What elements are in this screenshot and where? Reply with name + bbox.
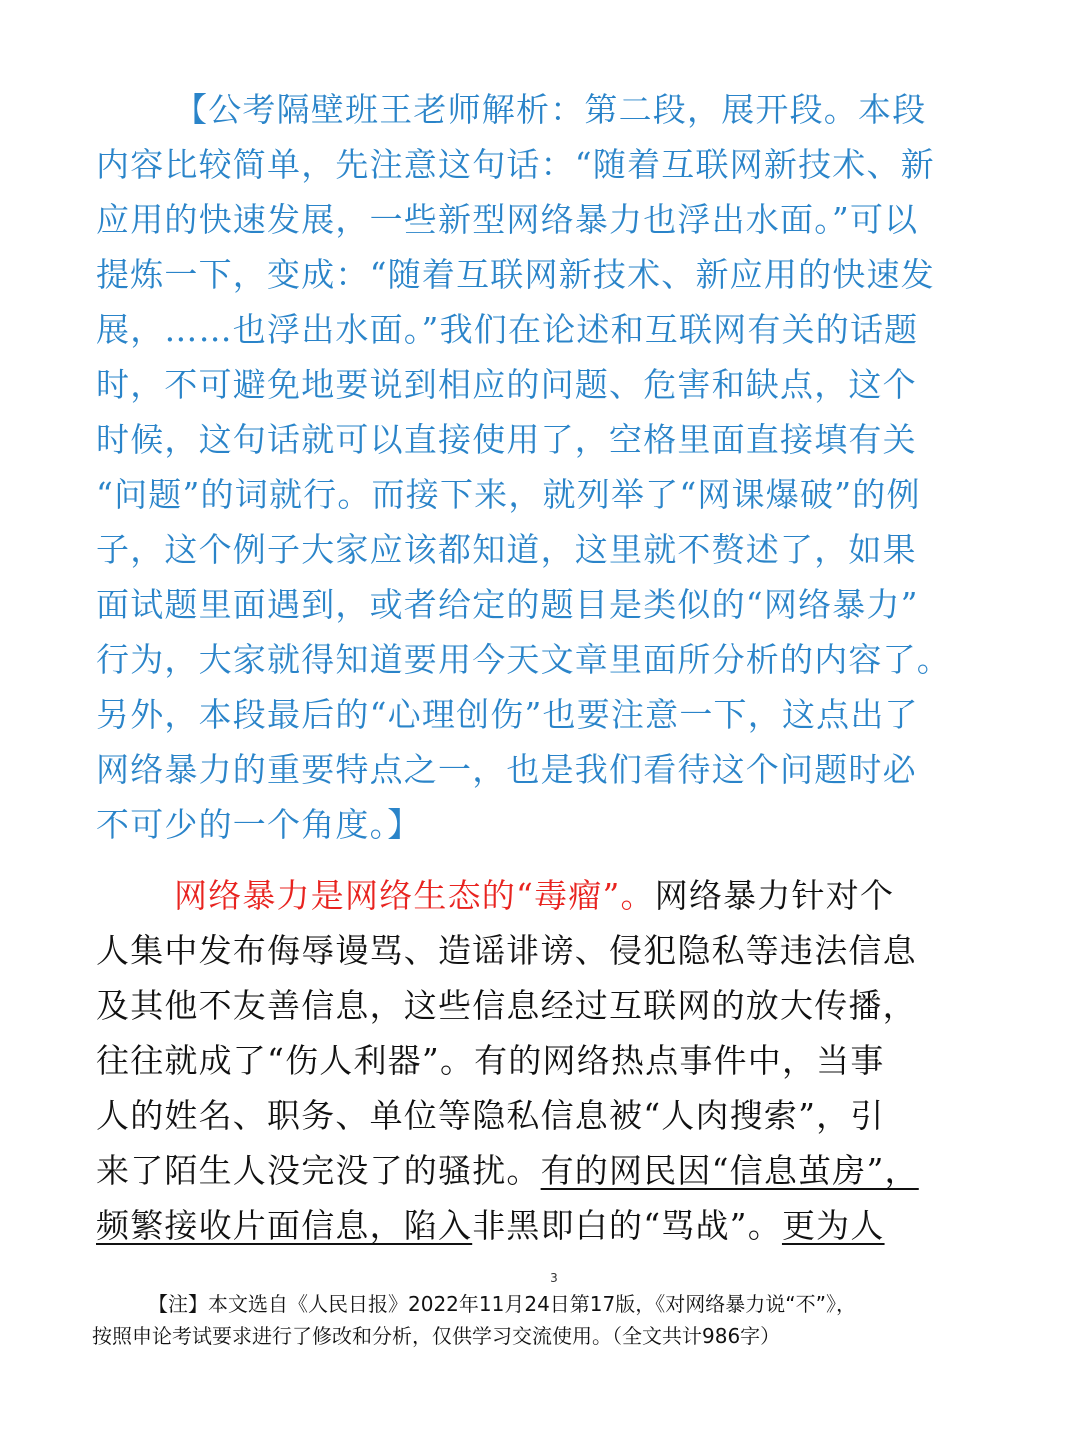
body-line: 及其他不友善信息，这些信息经过互联网的放大传播， — [96, 986, 917, 1025]
body-line: 人的姓名、职务、单位等隐私信息被“人肉搜索”，引 — [96, 1096, 885, 1135]
analysis-line: 面试题里面遇到，或者给定的题目是类似的“网络暴力” — [96, 585, 919, 624]
body-line — [96, 1198, 996, 1253]
analysis-line: “问题”的词就行。而接下来，就列举了“网课爆破”的例 — [96, 475, 921, 514]
analysis-line: 展，……也浮出水面。”我们在论述和互联网有关的话题 — [96, 310, 919, 349]
analysis-line: 网络暴力的重要特点之一，也是我们看待这个问题时必 — [96, 750, 917, 789]
body-line: 往往就成了“伤人利器”。有的网络热点事件中，当事 — [96, 1041, 885, 1080]
analysis-line: 提炼一下，变成：“随着互联网新技术、新应用的快速发 — [96, 255, 935, 294]
body-text-segment: 来了陌生人没完没了的骚扰。 — [96, 1151, 541, 1190]
body-line — [96, 868, 996, 923]
footnote-line: 按照申论考试要求进行了修改和分析，仅供学习交流使用。（全文共计986字） — [92, 1324, 781, 1348]
analysis-line: 时，不可避免地要说到相应的问题、危害和缺点，这个 — [96, 365, 917, 404]
footnote-line: 【注】本文选自《人民日报》2022年11月24日第17版，《对网络暴力说“不”》， — [148, 1292, 856, 1316]
paragraph-heading: 网络暴力是网络生态的“毒瘤”。 — [174, 876, 655, 915]
analysis-line: 行为，大家就得知道要用今天文章里面所分析的内容了。 — [96, 640, 951, 679]
body-paragraph — [96, 868, 996, 1253]
analysis-line: 不可少的一个角度。】 — [96, 805, 422, 844]
analysis-line: 另外，本段最后的“心理创伤”也要注意一下，这点出了 — [96, 695, 919, 734]
body-text-segment: 非黑即白的“骂战”。 — [472, 1206, 782, 1245]
footnote — [92, 1288, 1012, 1352]
underlined-text: 有的网民因“信息茧房”， — [540, 1151, 919, 1190]
analysis-line: 时候，这句话就可以直接使用了，空格里面直接填有关 — [96, 420, 917, 459]
body-line: 人集中发布侮辱谩骂、造谣诽谤、侵犯隐私等违法信息 — [96, 931, 917, 970]
underlined-text: 更为人 — [781, 1206, 885, 1245]
analysis-line: 应用的快速发展，一些新型网络暴力也浮出水面。”可以 — [96, 200, 919, 239]
analysis-line: 【公考隔壁班王老师解析：第二段，展开段。本段 — [174, 90, 927, 129]
body-text-segment: 网络暴力针对个 — [654, 876, 895, 915]
analysis-line: 内容比较简单，先注意这句话：“随着互联网新技术、新 — [96, 145, 935, 184]
analysis-paragraph — [96, 82, 996, 852]
page-number: 3 — [550, 1271, 558, 1285]
body-line — [96, 1143, 996, 1198]
underlined-text: 频繁接收片面信息，陷入 — [96, 1206, 473, 1245]
analysis-line: 子，这个例子大家应该都知道，这里就不赘述了，如果 — [96, 530, 917, 569]
